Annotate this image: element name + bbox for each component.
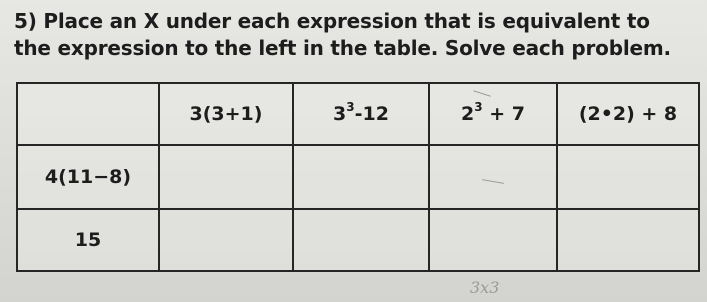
- expression-text: 3(3+1): [189, 103, 263, 125]
- expression-rest: + 7: [482, 103, 525, 125]
- answer-cell-r1-c4[interactable]: [557, 145, 699, 209]
- answer-cell-r1-c1[interactable]: [159, 145, 293, 209]
- expression-text: (2•2) + 8: [578, 103, 678, 125]
- table-row: [17, 209, 699, 271]
- expression-exponent: 3: [346, 100, 355, 114]
- header-expression-1: [159, 83, 293, 145]
- answer-cell-r1-c2[interactable]: [293, 145, 429, 209]
- row-label-2: 15: [17, 209, 159, 271]
- table-header-row: [17, 83, 699, 145]
- problem-line-1: 5) Place an X under each expression that is equivalent to: [14, 9, 650, 33]
- expression-base: 3: [333, 103, 347, 125]
- header-expression-4: [557, 83, 699, 145]
- header-empty-cell: [17, 83, 159, 145]
- answer-cell-r2-c3[interactable]: [429, 209, 557, 271]
- header-expression-2: [293, 83, 429, 145]
- problem-line-2: the expression to the left in the table. Solve each problem.: [14, 36, 671, 60]
- pencil-scribble: 3x3: [470, 278, 500, 297]
- equivalence-table: [16, 82, 700, 272]
- answer-cell-r2-c2[interactable]: [293, 209, 429, 271]
- answer-cell-r2-c1[interactable]: [159, 209, 293, 271]
- row-label-1: 4(11−8): [17, 145, 159, 209]
- answer-cell-r1-c3[interactable]: [429, 145, 557, 209]
- table-row: [17, 145, 699, 209]
- expression-rest: -12: [354, 103, 389, 125]
- expression-base: 2: [461, 103, 475, 125]
- expression-exponent: 3: [474, 100, 483, 114]
- answer-cell-r2-c4[interactable]: [557, 209, 699, 271]
- problem-statement: [14, 8, 699, 62]
- header-expression-3: [429, 83, 557, 145]
